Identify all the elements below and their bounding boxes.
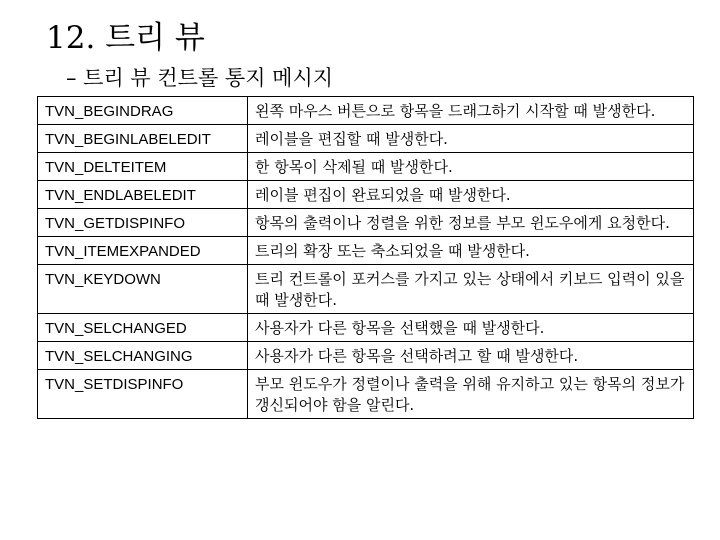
slide-title: 12. 트리 뷰 bbox=[46, 20, 205, 56]
message-description-cell: 사용자가 다른 항목을 선택했을 때 발생한다. bbox=[248, 314, 694, 342]
message-description-cell: 한 항목이 삭제될 때 발생한다. bbox=[248, 153, 694, 181]
message-name-cell: TVN_BEGINDRAG bbox=[38, 97, 248, 125]
message-name-cell: TVN_SELCHANGED bbox=[38, 314, 248, 342]
message-description-cell: 트리의 확장 또는 축소되었을 때 발생한다. bbox=[248, 237, 694, 265]
message-description-cell: 부모 윈도우가 정렬이나 출력을 위해 유지하고 있는 항목의 정보가 갱신되어야 함을 알린다. bbox=[248, 370, 694, 419]
table-row bbox=[38, 237, 694, 265]
message-description-cell: 항목의 출력이나 정렬을 위한 정보를 부모 윈도우에게 요청한다. bbox=[248, 209, 694, 237]
table-row bbox=[38, 125, 694, 153]
message-name-cell: TVN_BEGINLABELEDIT bbox=[38, 125, 248, 153]
table-row bbox=[38, 265, 694, 314]
message-description-cell: 사용자가 다른 항목을 선택하려고 할 때 발생한다. bbox=[248, 342, 694, 370]
table-row bbox=[38, 342, 694, 370]
notification-message-table bbox=[37, 96, 694, 419]
table-row bbox=[38, 153, 694, 181]
message-name-cell: TVN_SELCHANGING bbox=[38, 342, 248, 370]
message-description-cell: 레이블 편집이 완료되었을 때 발생한다. bbox=[248, 181, 694, 209]
message-name-cell: TVN_DELTEITEM bbox=[38, 153, 248, 181]
message-name-cell: TVN_ENDLABELEDIT bbox=[38, 181, 248, 209]
message-name-cell: TVN_KEYDOWN bbox=[38, 265, 248, 314]
table-row bbox=[38, 209, 694, 237]
message-description-cell: 레이블을 편집할 때 발생한다. bbox=[248, 125, 694, 153]
message-name-cell: TVN_SETDISPINFO bbox=[38, 370, 248, 419]
message-description-cell: 왼쪽 마우스 버튼으로 항목을 드래그하기 시작할 때 발생한다. bbox=[248, 97, 694, 125]
table-row bbox=[38, 181, 694, 209]
message-name-cell: TVN_GETDISPINFO bbox=[38, 209, 248, 237]
slide-subtitle: – 트리 뷰 컨트롤 통지 메시지 bbox=[66, 66, 334, 90]
message-description-cell: 트리 컨트롤이 포커스를 가지고 있는 상태에서 키보드 입력이 있을 때 발생한다. bbox=[248, 265, 694, 314]
table-row bbox=[38, 97, 694, 125]
table-row bbox=[38, 314, 694, 342]
message-name-cell: TVN_ITEMEXPANDED bbox=[38, 237, 248, 265]
table-row bbox=[38, 370, 694, 419]
